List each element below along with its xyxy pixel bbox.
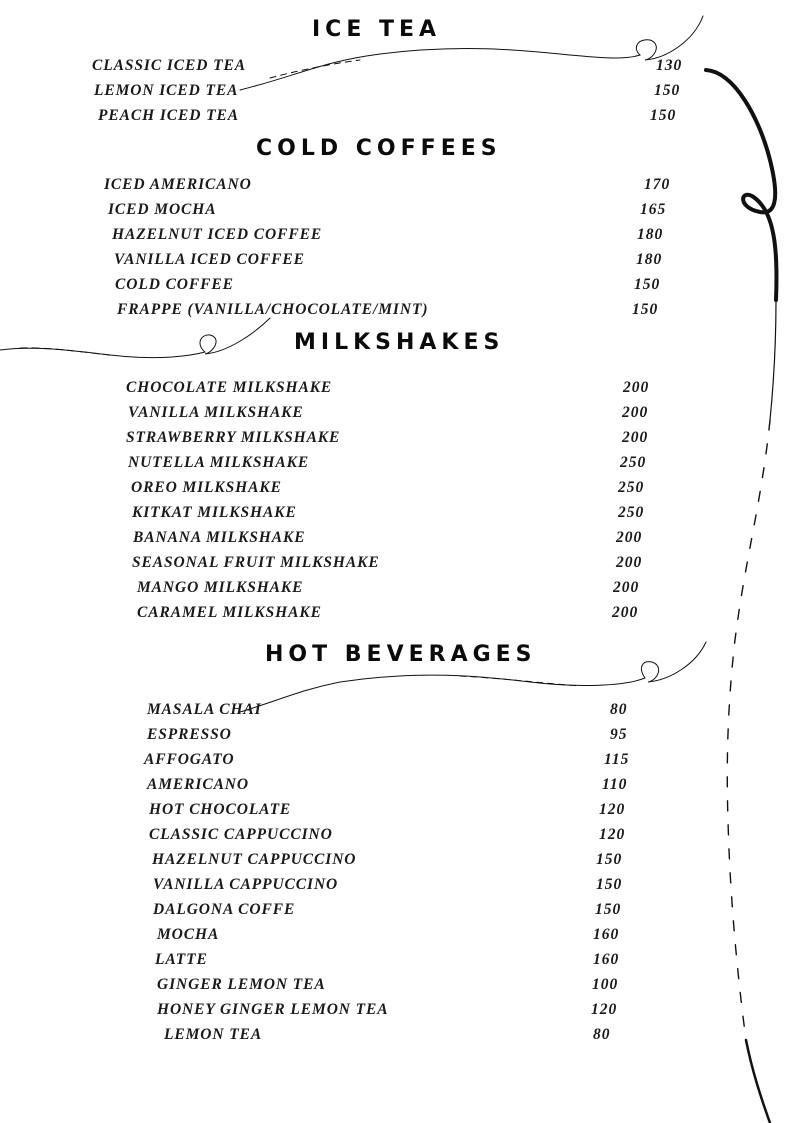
menu-item-price: 180	[636, 251, 663, 268]
menu-item-price: 200	[612, 604, 639, 621]
menu-item-name: MANGO MILKSHAKE	[137, 579, 304, 596]
section-heading: MILKSHAKES	[294, 330, 505, 355]
flourish-hot-dashes	[460, 676, 580, 686]
menu-item-name: HONEY GINGER LEMON TEA	[157, 1001, 389, 1018]
menu-item-name: MASALA CHAI	[147, 701, 262, 718]
menu-item-price: 95	[610, 726, 628, 743]
menu-item-name: VANILLA ICED COFFEE	[114, 251, 305, 268]
flourish-right	[706, 70, 777, 300]
menu-item-price: 100	[592, 976, 619, 993]
menu-item-price: 150	[595, 901, 622, 918]
menu-item-price: 150	[634, 276, 661, 293]
menu-item-price: 150	[650, 107, 677, 124]
menu-item-price: 150	[596, 876, 623, 893]
menu-item-name: SEASONAL FRUIT MILKSHAKE	[132, 554, 380, 571]
menu-item-price: 170	[644, 176, 671, 193]
menu-item-name: COLD COFFEE	[115, 276, 234, 293]
menu-item-name: LEMON ICED TEA	[94, 82, 239, 99]
menu-item-price: 80	[610, 701, 628, 718]
menu-item-name: DALGONA COFFE	[153, 901, 296, 918]
menu-item-name: FRAPPE (VANILLA/CHOCOLATE/MINT)	[117, 301, 429, 318]
flourish-right-dashes	[727, 420, 770, 1040]
menu-item-name: OREO MILKSHAKE	[131, 479, 282, 496]
menu-item-price: 250	[618, 479, 645, 496]
menu-item-price: 200	[623, 379, 650, 396]
menu-item-name: AMERICANO	[147, 776, 249, 793]
menu-item-name: AFFOGATO	[144, 751, 235, 768]
menu-item-price: 120	[599, 801, 626, 818]
flourish-top	[240, 16, 703, 90]
menu-item-name: BANANA MILKSHAKE	[133, 529, 306, 546]
flourish-top-dashes	[270, 60, 360, 78]
menu-item-name: HAZELNUT CAPPUCCINO	[152, 851, 357, 868]
menu-item-price: 250	[618, 504, 645, 521]
menu-item-price: 150	[654, 82, 681, 99]
menu-item-price: 250	[620, 454, 647, 471]
menu-item-price: 160	[593, 951, 620, 968]
menu-item-price: 200	[616, 554, 643, 571]
menu-item-name: NUTELLA MILKSHAKE	[128, 454, 310, 471]
menu-item-name: LATTE	[155, 951, 208, 968]
menu-item-price: 120	[591, 1001, 618, 1018]
menu-item-name: VANILLA CAPPUCCINO	[153, 876, 339, 893]
menu-item-price: 165	[640, 201, 667, 218]
flourish-right-thin	[770, 300, 776, 420]
flourish-bottom-right	[746, 1040, 770, 1123]
menu-item-name: VANILLA MILKSHAKE	[128, 404, 304, 421]
menu-item-price: 200	[622, 404, 649, 421]
menu-item-price: 80	[593, 1026, 611, 1043]
menu-item-name: ICED AMERICANO	[104, 176, 252, 193]
menu-item-price: 150	[632, 301, 659, 318]
menu-item-name: CHOCOLATE MILKSHAKE	[126, 379, 333, 396]
section-heading: HOT BEVERAGES	[265, 642, 537, 667]
menu-item-name: HAZELNUT ICED COFFEE	[112, 226, 323, 243]
menu-item-name: MOCHA	[157, 926, 220, 943]
menu-item-price: 180	[637, 226, 664, 243]
menu-item-name: KITKAT MILKSHAKE	[132, 504, 297, 521]
section-heading: COLD COFFEES	[256, 136, 502, 161]
menu-item-price: 200	[613, 579, 640, 596]
menu-item-name: ICED MOCHA	[108, 201, 217, 218]
menu-item-name: CARAMEL MILKSHAKE	[137, 604, 322, 621]
flourish-middle-left	[0, 318, 270, 358]
menu-item-name: STRAWBERRY MILKSHAKE	[126, 429, 341, 446]
menu-item-price: 130	[656, 57, 683, 74]
menu-item-price: 200	[622, 429, 649, 446]
menu-item-price: 115	[604, 751, 630, 768]
menu-item-price: 110	[602, 776, 628, 793]
menu-item-name: ESPRESSO	[147, 726, 232, 743]
menu-item-price: 160	[593, 926, 620, 943]
menu-item-name: PEACH ICED TEA	[98, 107, 239, 124]
menu-item-price: 200	[616, 529, 643, 546]
menu-item-name: GINGER LEMON TEA	[157, 976, 326, 993]
menu-item-name: LEMON TEA	[164, 1026, 263, 1043]
menu-item-name: CLASSIC CAPPUCCINO	[149, 826, 333, 843]
menu-item-name: CLASSIC ICED TEA	[92, 57, 246, 74]
menu-item-price: 120	[599, 826, 626, 843]
flourish-middle-left-dashes	[20, 348, 110, 355]
menu-item-price: 150	[596, 851, 623, 868]
menu-item-name: HOT CHOCOLATE	[149, 801, 292, 818]
section-heading: ICE TEA	[312, 17, 442, 42]
